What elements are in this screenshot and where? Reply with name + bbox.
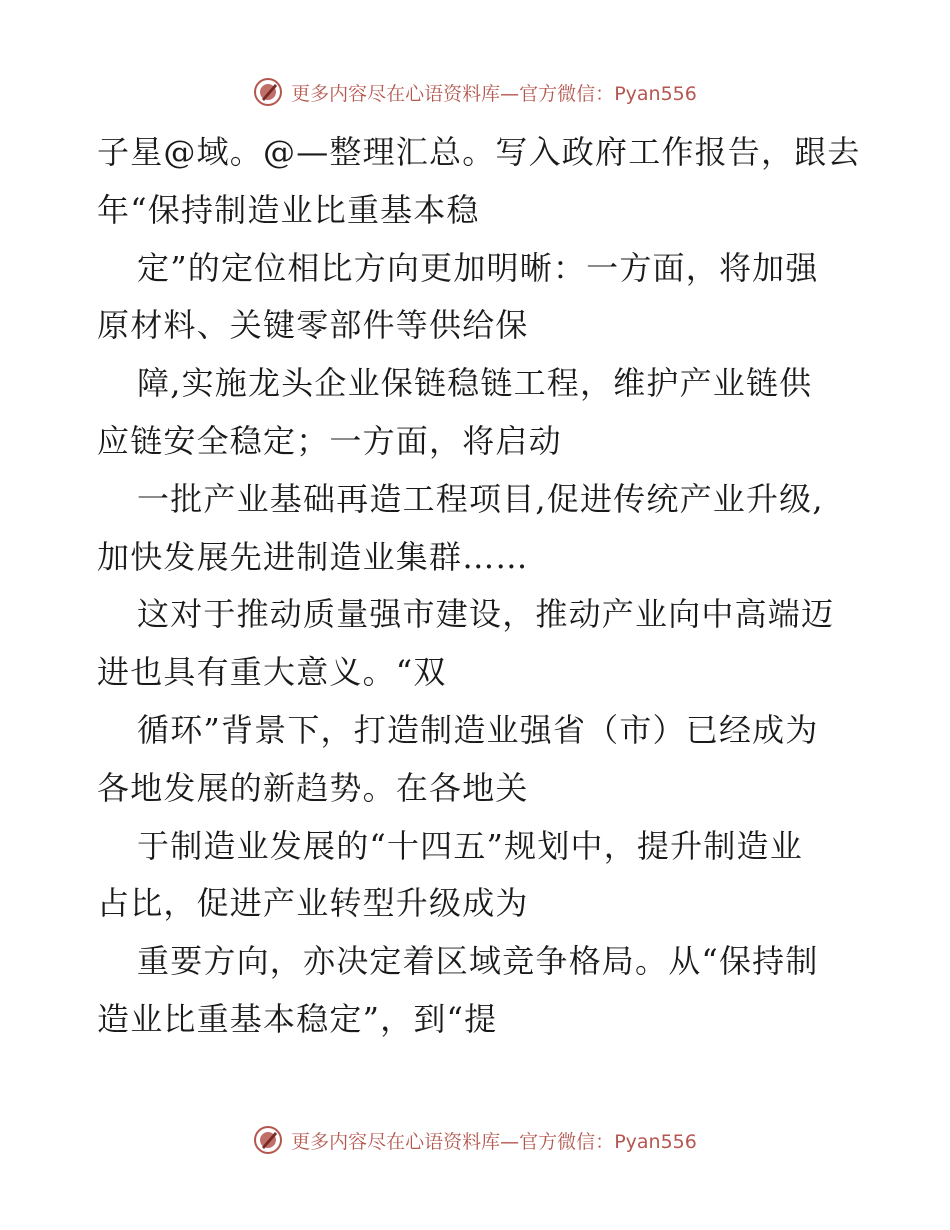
header-watermark — [0, 72, 950, 112]
watermark-separator: — — [500, 82, 520, 105]
text-line: 循环”背景下，打造制造业强省（市）已经成为 — [137, 710, 819, 749]
watermark-text — [291, 79, 697, 106]
text-line: 这对于推动质量强市建设，推动产业向中高端迈 — [137, 595, 835, 634]
watermark-id: Pyan556 — [614, 1130, 697, 1153]
text-line: 加快发展先进制造业集群…… — [97, 537, 529, 576]
watermark-id: Pyan556 — [614, 82, 697, 105]
text-line: 应链安全稳定；一方面，将启动 — [97, 421, 562, 460]
text-line: 原材料、关键零部件等供给保 — [97, 306, 529, 345]
text-line: 一批产业基础再造工程项目,促进传统产业升级, — [137, 479, 824, 518]
text-line: 障,实施龙头企业保链稳链工程，维护产业链供 — [137, 364, 813, 403]
pen-logo-icon — [253, 1125, 283, 1155]
text-line: 于制造业发展的“十四五”规划中，提升制造业 — [137, 826, 803, 865]
watermark-text — [291, 1127, 697, 1154]
text-line: 占比，促进产业转型升级成为 — [97, 884, 529, 923]
text-line: 定”的定位相比方向更加明晰：一方面，将加强 — [137, 248, 819, 287]
pen-logo-icon — [253, 77, 283, 107]
footer-watermark — [0, 1120, 950, 1160]
watermark-main: 更多内容尽在心语资料库 — [291, 1130, 501, 1153]
watermark-suffix: 官方微信： — [519, 1130, 615, 1153]
text-line: 进也具有重大意义。“双 — [97, 653, 447, 692]
watermark-separator: — — [500, 1130, 520, 1153]
watermark-main: 更多内容尽在心语资料库 — [291, 82, 501, 105]
document-body — [97, 124, 861, 1049]
text-line: 各地发展的新趋势。在各地关 — [97, 768, 529, 807]
text-line: 重要方向，亦决定着区域竞争格局。从“保持制 — [137, 942, 819, 981]
text-line: 子星@域。@—整理汇总。写入政府工作报告，跟去 — [97, 133, 861, 171]
text-line: 造业比重基本稳定”，到“提 — [97, 999, 498, 1038]
text-line: 年“保持制造业比重基本稳 — [97, 190, 480, 229]
watermark-suffix: 官方微信： — [519, 82, 615, 105]
